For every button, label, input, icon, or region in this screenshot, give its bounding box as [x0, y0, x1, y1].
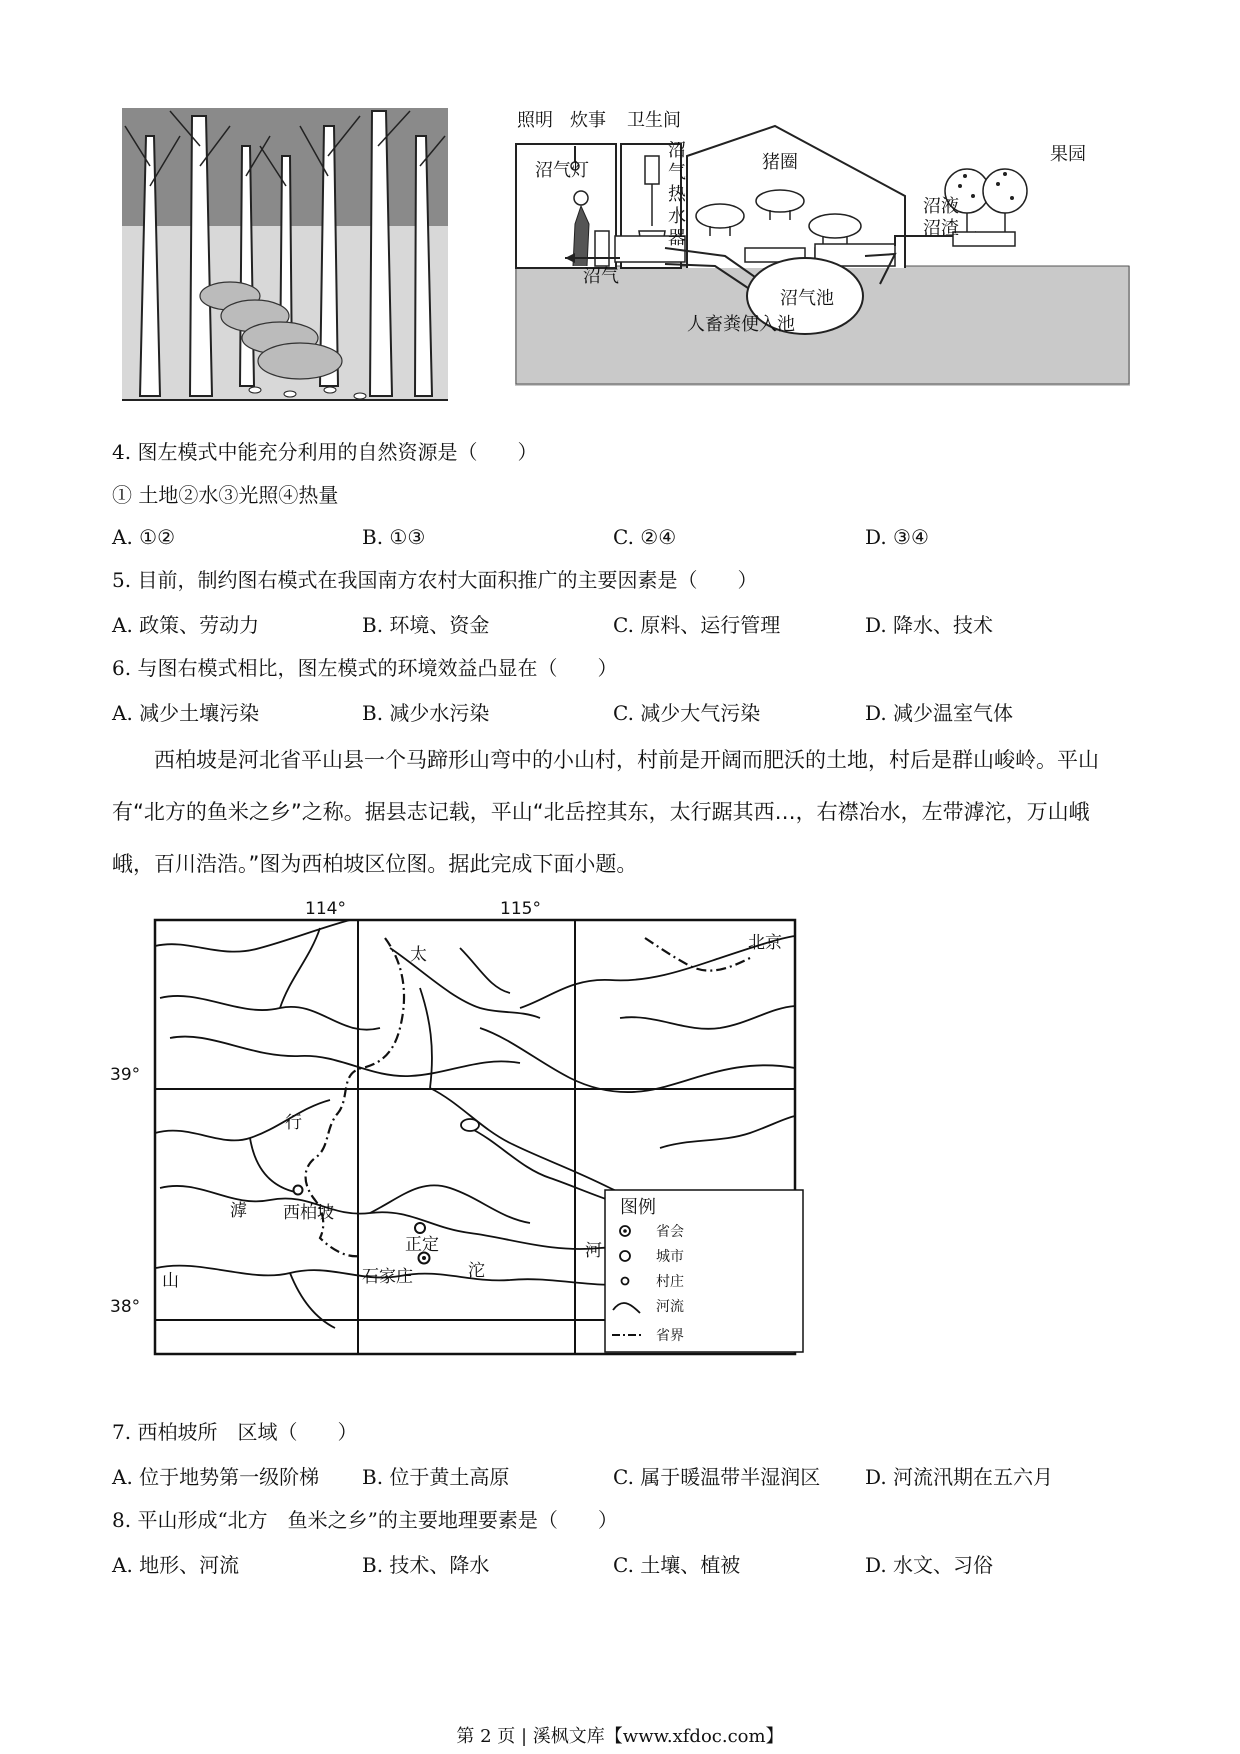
village-marker-xibaipo: [294, 1186, 303, 1195]
label-heater-4: 水: [668, 206, 686, 227]
legend-capital: 省会: [656, 1224, 684, 1240]
map-lat-39: 39°: [110, 1065, 141, 1085]
q7-option-c: C. 属于暖温带半湿润区: [613, 1465, 821, 1489]
q7-option-b: B. 位于黄土高原: [362, 1465, 510, 1489]
q5-option-a: A. 政策、劳动力: [112, 613, 260, 637]
map-label-shijiazhuang: 石家庄: [362, 1267, 413, 1287]
page-footer: 第 2 页 | 溪枫文库【www.xfdoc.com】: [456, 1726, 784, 1747]
q6-option-a: A. 减少土壤污染: [112, 701, 260, 725]
city-marker-zhengding: [415, 1223, 425, 1233]
q6-option-c: C. 减少大气污染: [613, 701, 761, 725]
label-slurry-1: 沼液: [923, 196, 959, 217]
label-orchard: 果园: [1050, 144, 1086, 165]
map-label-beijing: 北京: [748, 933, 782, 953]
map-label-xibaipo: 西柏坡: [283, 1203, 334, 1223]
map-label-tuo: 沱: [468, 1261, 485, 1281]
q5-option-b: B. 环境、资金: [362, 613, 490, 637]
q4-option-c: C. ②④: [613, 525, 677, 549]
legend-village: 村庄: [656, 1274, 684, 1290]
label-pigsty: 猪圈: [762, 152, 798, 173]
q7-option-a: A. 位于地势第一级阶梯: [112, 1465, 320, 1489]
map-lat-38: 38°: [110, 1297, 141, 1317]
legend-river: 河流: [656, 1299, 684, 1315]
label-heater-5: 器: [668, 228, 686, 249]
map-label-hu: 滹: [230, 1201, 247, 1221]
label-biogas: 沼气: [583, 266, 619, 287]
biogas-diagram: [515, 106, 1130, 386]
q6-stem: 6. 与图右模式相比，图左模式的环境效益凸显在（ ）: [112, 656, 618, 680]
q6-option-b: B. 减少水污染: [362, 701, 490, 725]
q4-option-d: D. ③④: [865, 525, 929, 549]
q7-option-d: D. 河流汛期在五六月: [865, 1465, 1054, 1489]
forest-illustration: [120, 106, 450, 402]
passage-text: 西柏坡是河北省平山县一个马蹄形山弯中的小山村，村前是开阔而肥沃的土地，村后是群山峻岭。平山有“北方的鱼米之乡”之称。据县志记载，平山“北岳控其东，太行踞其西…，右襟冶水，左带滹沱，万山峨峨，百川浩浩。”图为西柏坡区位图。据此完成下面小题。: [112, 748, 1099, 876]
q6-option-d: D. 减少温室气体: [865, 701, 1014, 725]
map-lon-115: 115°: [500, 899, 541, 919]
map-legend: [605, 1190, 803, 1352]
map-label-tai: 太: [410, 945, 427, 965]
q8-option-d: D. 水文、习俗: [865, 1553, 994, 1577]
legend-border: 省界: [656, 1328, 684, 1344]
label-heater-3: 热: [668, 184, 686, 205]
q5-option-d: D. 降水、技术: [865, 613, 994, 637]
label-heater-2: 气: [668, 162, 686, 183]
q8-option-c: C. 土壤、植被: [613, 1553, 741, 1577]
q4-option-b: B. ①③: [362, 525, 426, 549]
map-label-zhengding: 正定: [405, 1235, 439, 1255]
map-lon-114: 114°: [305, 899, 346, 919]
label-biogas-lamp: 沼气灯: [535, 160, 589, 181]
q5-option-c: C. 原料、运行管理: [613, 613, 781, 637]
label-slurry-2: 沼渣: [923, 218, 959, 239]
q8-option-b: B. 技术、降水: [362, 1553, 490, 1577]
label-cooking: 炊事: [570, 110, 606, 131]
legend-city: 城市: [656, 1249, 684, 1265]
map-label-hang: 行: [285, 1113, 302, 1133]
legend-title: 图例: [620, 1197, 656, 1218]
q4-sub: ① 土地②水③光照④热量: [112, 483, 339, 507]
q5-stem: 5. 目前，制约图右模式在我国南方农村大面积推广的主要因素是（ ）: [112, 568, 758, 592]
map-label-he: 河: [585, 1241, 602, 1261]
map-label-shan: 山: [162, 1271, 179, 1291]
q8-stem: 8. 平山形成“北方 鱼米之乡”的主要地理要素是（ ）: [112, 1508, 618, 1532]
q7-stem: 7. 西柏坡所 区域（ ）: [112, 1420, 358, 1444]
q4-option-a: A. ①②: [112, 525, 176, 549]
label-lighting: 照明: [517, 110, 553, 131]
label-tank: 沼气池: [780, 288, 834, 309]
label-heater-1: 沼: [668, 140, 686, 161]
q4-stem: 4. 图左模式中能充分利用的自然资源是（ ）: [112, 440, 538, 464]
label-inlet: 人畜粪便入池: [687, 314, 795, 335]
xibaipo-location-map: [100, 888, 810, 1368]
label-bathroom: 卫生间: [627, 110, 681, 131]
q8-option-a: A. 地形、河流: [112, 1553, 240, 1577]
